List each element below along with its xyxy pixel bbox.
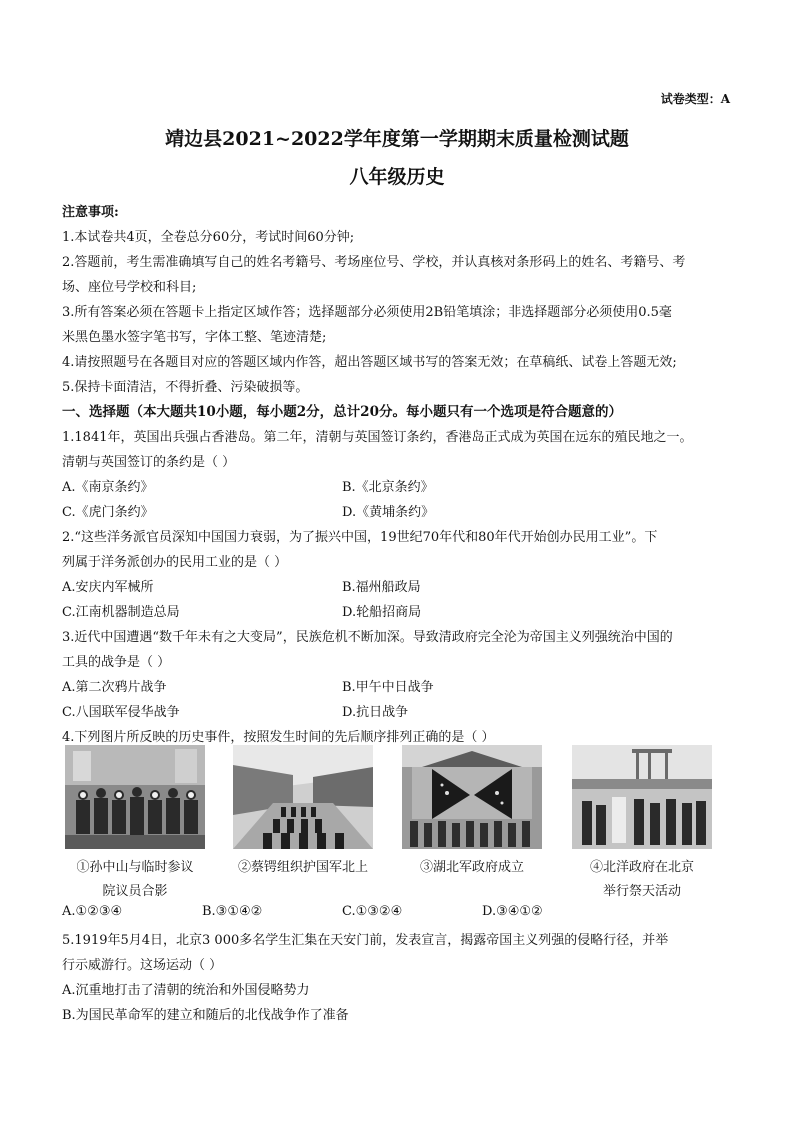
photo-national-protection-army — [233, 745, 373, 849]
q3-option-b: B.甲午中日战争 — [342, 680, 434, 695]
q4-option-a: A.①②③④ — [62, 904, 123, 919]
note-line: 米黑色墨水签字笔书写，字体工整、笔迹清楚; — [62, 330, 327, 345]
q5-option-b: B.为国民革命军的建立和随后的北伐战争作了准备 — [62, 1008, 349, 1023]
q2-option-c: C.江南机器制造总局 — [62, 605, 180, 620]
section-heading: 一、选择题（本大题共10小题，每小题2分，总计20分。每小题只有一个选项是符合题意的） — [62, 404, 622, 420]
question-5-text: 行示威游行。这场运动（ ） — [62, 958, 223, 973]
q1-option-a: A.《南京条约》 — [62, 480, 154, 495]
photo-hubei-military-government — [402, 745, 542, 849]
note-line: 场、座位号学校和科目; — [62, 280, 197, 295]
q1-option-b: B.《北京条约》 — [342, 480, 434, 495]
q3-option-c: C.八国联军侵华战争 — [62, 705, 180, 720]
q3-option-d: D.抗日战争 — [342, 705, 409, 720]
question-2-text: 列属于洋务派创办的民用工业的是（ ） — [62, 555, 288, 570]
photo-sun-yatsen-senators — [65, 745, 205, 849]
note-line: 5.保持卡面清洁，不得折叠、污染破损等。 — [62, 380, 309, 395]
q2-option-d: D.轮船招商局 — [342, 605, 422, 620]
question-4-text: 4.下列图片所反映的历史事件，按照发生时间的先后顺序排列正确的是（ ） — [62, 730, 495, 745]
question-2-text: 2.“这些洋务派官员深知中国国力衰弱，为了振兴中国，19世纪70年代和80年代开始创办民用工业”。下 — [62, 530, 658, 545]
q2-option-b: B.福州船政局 — [342, 580, 421, 595]
photo-4-caption: 举行祭天活动 — [602, 884, 681, 899]
exam-title: 靖边县2021~2022学年度第一学期期末质量检测试题 — [165, 128, 629, 150]
photo-beiyang-heaven-worship — [572, 745, 712, 849]
question-1-text: 1.1841年，英国出兵强占香港岛。第二年，清朝与英国签订条约，香港岛正式成为英国在远东的殖民地之一。 — [62, 430, 693, 445]
photo-3-caption: ③湖北军政府成立 — [419, 860, 524, 875]
note-line: 1.本试卷共4页，全卷总分60分，考试时间60分钟; — [62, 230, 355, 245]
q4-option-c: C.①③②④ — [342, 904, 403, 919]
question-5-text: 5.1919年5月4日，北京3 000多名学生汇集在天安门前，发表宣言，揭露帝国主义列强的侵略行径，并举 — [62, 933, 669, 948]
question-1-text: 清朝与英国签订的条约是（ ） — [62, 455, 236, 470]
q1-option-d: D.《黄埔条约》 — [342, 505, 435, 520]
photo-1-caption: 院议员合影 — [102, 884, 168, 899]
q1-option-c: C.《虎门条约》 — [62, 505, 154, 520]
exam-subtitle: 八年级历史 — [349, 166, 445, 188]
note-line: 4.请按照题号在各题目对应的答题区域内作答，超出答题区域书写的答案无效；在草稿纸、试卷上答题无效; — [62, 355, 677, 370]
note-line: 2.答题前，考生需准确填写自己的姓名考籍号、考场座位号、学校，并认真核对条形码上的姓名、考籍号、考 — [62, 255, 686, 270]
q2-option-a: A.安庆内军械所 — [62, 580, 154, 595]
photo-2-caption: ②蔡锷组织护国军北上 — [237, 860, 368, 875]
q5-option-a: A.沉重地打击了清朝的统治和外国侵略势力 — [62, 983, 310, 998]
notes-heading: 注意事项: — [62, 205, 119, 220]
q4-option-d: D.③④①② — [482, 904, 543, 919]
photo-4-caption: ④北洋政府在北京 — [589, 860, 694, 875]
question-3-text: 3.近代中国遭遇“数千年未有之大变局”，民族危机不断加深。导致清政府完全沦为帝国主义列强统治中国的 — [62, 630, 673, 645]
q4-option-b: B.③①④② — [202, 904, 263, 919]
q3-option-a: A.第二次鸦片战争 — [62, 680, 167, 695]
note-line: 3.所有答案必须在答题卡上指定区域作答；选择题部分必须使用2B铅笔填涂；非选择题部分必须使用0.5毫 — [62, 305, 672, 320]
photo-1-caption: ①孙中山与临时参议 — [76, 860, 194, 875]
paper-type: 试卷类型：A — [660, 92, 730, 106]
question-3-text: 工具的战争是（ ） — [62, 655, 171, 670]
